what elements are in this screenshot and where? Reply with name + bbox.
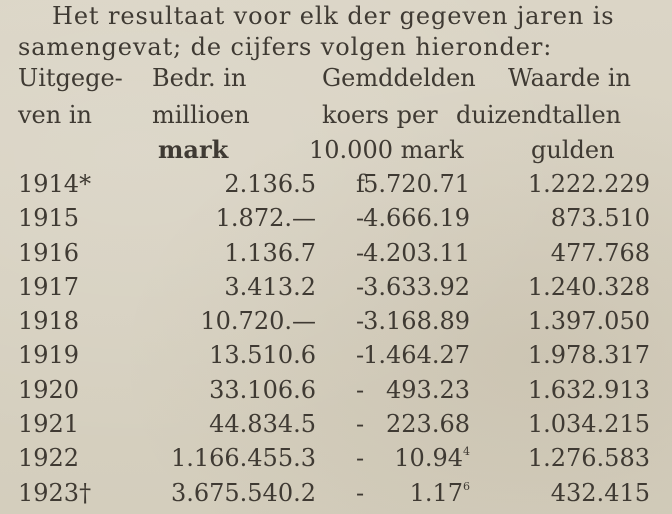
year-cell: 1916 [18, 238, 80, 267]
amount-cell: 3.675.540.2 [170, 478, 316, 507]
value-cell: 1.034.215 [527, 410, 650, 439]
table-row [0, 407, 672, 441]
rate-prefix-cell: - [356, 341, 365, 370]
amount-cell: 10.720.— [200, 307, 316, 336]
value-cell: 1.240.328 [527, 272, 650, 301]
data-table [0, 167, 672, 510]
amount-cell: 44.834.5 [209, 410, 316, 439]
header-col1-line1: Uitgege- [18, 64, 123, 92]
rate-cell: 1.17$^6$ [409, 478, 470, 507]
amount-cell: 13.510.6 [209, 341, 316, 370]
header-col2-line3: mark [158, 135, 229, 164]
rate-prefix-cell: - [356, 272, 365, 301]
intro-line-2: samengevat; de cijfers volgen hieronder: [18, 33, 553, 61]
year-cell: 1918 [18, 307, 80, 336]
year-cell: 1919 [18, 341, 80, 370]
year-cell: 1922 [18, 444, 80, 473]
amount-cell: 1.136.7 [224, 238, 316, 267]
amount-cell: 1.166.455.3 [170, 444, 316, 473]
value-cell: 1.978.317 [527, 341, 650, 370]
value-cell: 873.510 [550, 204, 650, 233]
value-cell: 1.397.050 [527, 307, 650, 336]
rate-prefix-cell: - [356, 204, 365, 233]
table-row [0, 338, 672, 372]
table-row [0, 441, 672, 475]
rate-cell: 223.68 [386, 410, 470, 439]
year-cell: 1920 [18, 375, 80, 404]
rate-prefix-cell: f [356, 170, 365, 198]
rate-cell: 493.23 [386, 375, 470, 404]
rate-cell: 3.633.92 [363, 272, 470, 301]
year-cell: 1921 [18, 410, 80, 439]
rate-cell: 4.203.11 [363, 238, 470, 267]
year-cell: 1915 [18, 204, 80, 233]
rate-prefix-cell: - [356, 444, 365, 473]
amount-cell: 1.872.— [215, 204, 316, 233]
table-row [0, 373, 672, 407]
table-row [0, 236, 672, 270]
value-cell: 1.276.583 [527, 444, 650, 473]
rate-prefix-cell: - [356, 307, 365, 336]
rate-prefix-cell: - [356, 478, 365, 507]
rate-prefix-cell: - [356, 238, 365, 267]
intro-line-1: Het resultaat voor elk der gegeven jaren is [52, 2, 615, 30]
amount-cell: 33.106.6 [209, 375, 316, 404]
year-cell: 1923† [18, 478, 92, 507]
header-col1-line2: ven in [18, 101, 92, 129]
rate-cell: 10.94$^4$ [394, 444, 470, 473]
header-col3-line2: koers per [322, 101, 438, 129]
rate-cell: 3.168.89 [363, 307, 470, 336]
amount-cell: 3.413.2 [224, 272, 316, 301]
header-col4-line1: Waarde in [508, 64, 631, 92]
header-col4-line3: gulden [531, 136, 615, 164]
value-cell: 1.222.229 [527, 170, 650, 198]
table-row [0, 270, 672, 304]
year-cell: 1914* [18, 170, 92, 198]
header-col4-line2: duizendtallen [456, 101, 622, 129]
header-col2-line2: millioen [152, 101, 250, 129]
header-col3-line1: Gemddelden [322, 64, 476, 92]
amount-cell: 2.136.5 [224, 170, 316, 198]
rate-cell: 5.720.71 [363, 170, 470, 198]
table-row [0, 201, 672, 235]
rate-prefix-cell: - [356, 410, 365, 439]
value-cell: 432.415 [550, 478, 650, 507]
rate-cell: 1.464.27 [363, 341, 470, 370]
value-cell: 1.632.913 [527, 375, 650, 404]
header-col3-line3: 10.000 mark [309, 136, 464, 164]
table-row [0, 304, 672, 338]
table-row [0, 167, 672, 201]
header-col2-line1: Bedr. in [152, 64, 247, 92]
value-cell: 477.768 [550, 238, 650, 267]
rate-cell: 4.666.19 [363, 204, 470, 233]
table-row [0, 476, 672, 510]
year-cell: 1917 [18, 272, 80, 301]
rate-prefix-cell: - [356, 375, 365, 404]
